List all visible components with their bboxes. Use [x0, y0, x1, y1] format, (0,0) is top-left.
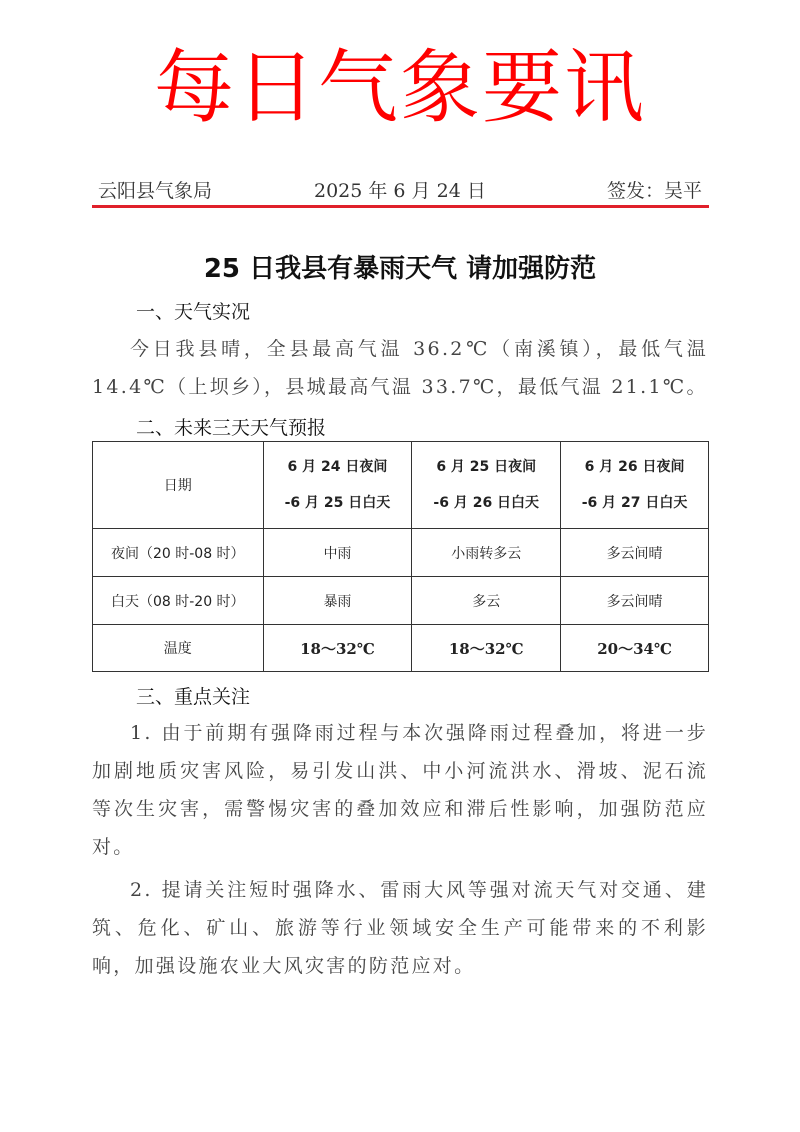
period-1-header: [263, 442, 412, 529]
forecast-table: [92, 441, 709, 672]
headline: 25 日我县有暴雨天气 请加强防范: [203, 254, 597, 284]
row-day-label: 白天（08 时-20 时）: [93, 577, 264, 625]
signer: 签发：吴平: [606, 180, 702, 202]
night-weather-1: 中雨: [263, 529, 412, 577]
period-3-line2: -6 月 27 日白天: [581, 495, 688, 511]
table-row-temp: [93, 625, 709, 672]
period-3-header: [561, 442, 709, 529]
red-divider: [92, 205, 709, 208]
night-weather-2: 小雨转多云: [412, 529, 561, 577]
period-2-header: [412, 442, 561, 529]
issuer-row: [94, 176, 706, 206]
row-night-label: 夜间（20 时-08 时）: [93, 529, 264, 577]
masthead-title: 每日气象要讯: [154, 41, 646, 134]
temp-range-1: 18～32℃: [263, 625, 412, 672]
night-weather-3: 多云间晴: [561, 529, 709, 577]
temp-range-3: 20～34℃: [561, 625, 709, 672]
period-2-line2: -6 月 26 日白天: [433, 495, 540, 511]
focus-item-2: 2. 提请关注短时强降水、雷雨大风等强对流天气对交通、建筑、危化、矿山、旅游等行业领域安全生产可能带来的不利影响，加强设施农业大风灾害的防范应对。: [92, 879, 708, 977]
issue-date: 2025 年 6 月 24 日: [314, 180, 486, 202]
table-row-day: [93, 577, 709, 625]
period-3-line1: 6 月 26 日夜间: [584, 459, 685, 475]
period-1-line1: 6 月 24 日夜间: [287, 459, 388, 475]
day-weather-1: 暴雨: [263, 577, 412, 625]
section-1-text: 今日我县晴，全县最高气温 36.2℃（南溪镇），最低气温 14.4℃（上坝乡），县城最高气温 33.7℃，最低气温 21.1℃。: [92, 338, 708, 398]
focus-item-1: 1. 由于前期有强降雨过程与本次强降雨过程叠加，将进一步加剧地质灾害风险，易引发山洪、中小河流洪水、滑坡、泥石流等次生灾害，需警惕灾害的叠加效应和滞后性影响，加强防范应对。: [92, 722, 708, 858]
period-2-line1: 6 月 25 日夜间: [436, 459, 537, 475]
section-1-title: 一、天气实况: [136, 301, 251, 323]
table-row-night: [93, 529, 709, 577]
temp-range-2: 18～32℃: [412, 625, 561, 672]
section-3-title: 三、重点关注: [136, 686, 251, 708]
row-temp-label: 温度: [93, 625, 264, 672]
day-weather-2: 多云: [412, 577, 561, 625]
issuer-name: 云阳县气象局: [98, 180, 213, 202]
table-header-row: [93, 442, 709, 529]
day-weather-3: 多云间晴: [561, 577, 709, 625]
date-label-cell: 日期: [93, 442, 264, 529]
section-2-title: 二、未来三天天气预报: [136, 417, 327, 439]
period-1-line2: -6 月 25 日白天: [284, 495, 391, 511]
